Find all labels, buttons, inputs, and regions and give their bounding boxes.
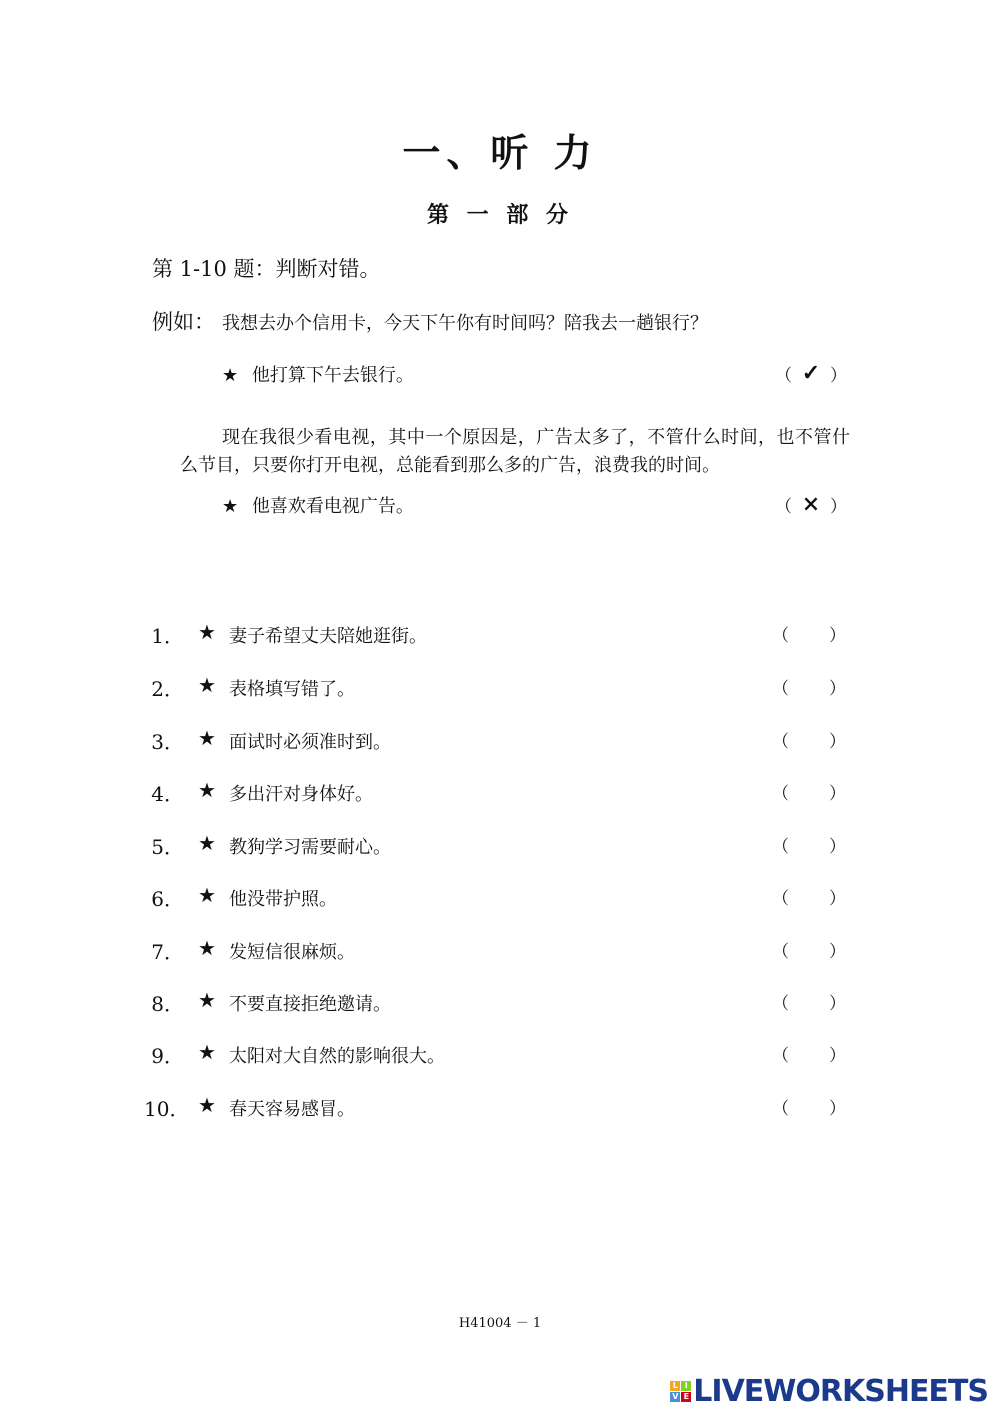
example2-statement-row	[222, 492, 414, 518]
example-paragraph: 现在我很少看电视，其中一个原因是，广告太多了，不管什么时间，也不管什么节目，只要你打开电视，总能看到那么多的广告，浪费我的时间。	[180, 427, 850, 476]
answer-box[interactable]: （ ）	[772, 784, 846, 804]
star-icon: ★	[198, 673, 216, 697]
star-icon: ★	[222, 496, 239, 517]
star-icon: ★	[198, 883, 216, 907]
star-icon: ★	[198, 1040, 216, 1064]
section-subtitle: 第 一 部 分	[427, 202, 573, 228]
answer-box[interactable]: （ ）	[772, 837, 846, 857]
question-number: 1．	[151, 624, 184, 648]
question-number: 8．	[151, 992, 184, 1016]
question-statement: 他没带护照。	[229, 889, 337, 910]
question-statement: 教狗学习需要耐心。	[229, 837, 391, 858]
star-icon: ★	[222, 365, 239, 386]
question-number: 5．	[151, 835, 184, 859]
example2-statement: 他喜欢看电视广告。	[251, 496, 414, 517]
example-text: 我想去办个信用卡，今天下午你有时间吗？陪我去一趟银行？	[222, 313, 708, 334]
example-statement-row	[222, 361, 414, 387]
logo-text: LIVEWORKSHEETS	[693, 1374, 988, 1409]
answer-box[interactable]: （ ）	[772, 942, 846, 962]
question-statement: 不要直接拒绝邀请。	[229, 994, 391, 1015]
page-title: 一、听 力	[402, 130, 598, 175]
cross-mark-icon: ×	[801, 491, 821, 517]
question-statement: 多出汗对身体好。	[229, 784, 373, 805]
question-statement: 表格填写错了。	[229, 679, 355, 700]
answer-box[interactable]: （ ）	[772, 889, 846, 909]
question-number: 10．	[144, 1097, 190, 1121]
star-icon: ★	[198, 831, 216, 855]
answer-box[interactable]: （ ）	[772, 994, 846, 1014]
page-footer: H41004 － 1	[458, 1316, 542, 1331]
question-number: 2．	[151, 677, 184, 701]
question-statement: 春天容易感冒。	[229, 1099, 355, 1120]
answer-box[interactable]: （ ）	[772, 732, 846, 752]
star-icon: ★	[198, 620, 216, 644]
question-number: 4．	[151, 782, 184, 806]
example-label: 例如：	[152, 310, 215, 334]
question-number: 6．	[151, 887, 184, 911]
star-icon: ★	[198, 988, 216, 1012]
check-mark-icon: ✓	[801, 360, 821, 386]
instruction: 第 1-10 题：判断对错。	[152, 257, 381, 281]
liveworksheets-logo	[670, 1374, 988, 1409]
logo-grid-icon: L I V E	[670, 1381, 691, 1402]
answer-box[interactable]: （ ）	[772, 679, 846, 699]
question-statement: 太阳对大自然的影响很大。	[229, 1046, 445, 1067]
answer-box[interactable]: （ ）	[772, 626, 846, 646]
answer-box[interactable]: （ ）	[772, 1099, 846, 1119]
question-statement: 发短信很麻烦。	[229, 942, 355, 963]
question-number: 3．	[151, 730, 184, 754]
question-statement: 妻子希望丈夫陪她逛街。	[229, 626, 427, 647]
question-statement: 面试时必须准时到。	[229, 732, 391, 753]
answer-box[interactable]: （ ）	[772, 1046, 846, 1066]
example-answer-box: （ ✓ ）	[775, 360, 847, 386]
star-icon: ★	[198, 1093, 216, 1117]
example-statement: 他打算下午去银行。	[251, 365, 414, 386]
star-icon: ★	[198, 726, 216, 750]
question-number: 7．	[151, 940, 184, 964]
star-icon: ★	[198, 936, 216, 960]
question-number: 9．	[151, 1044, 184, 1068]
example2-answer-box: （ × ）	[775, 491, 847, 517]
star-icon: ★	[198, 778, 216, 802]
